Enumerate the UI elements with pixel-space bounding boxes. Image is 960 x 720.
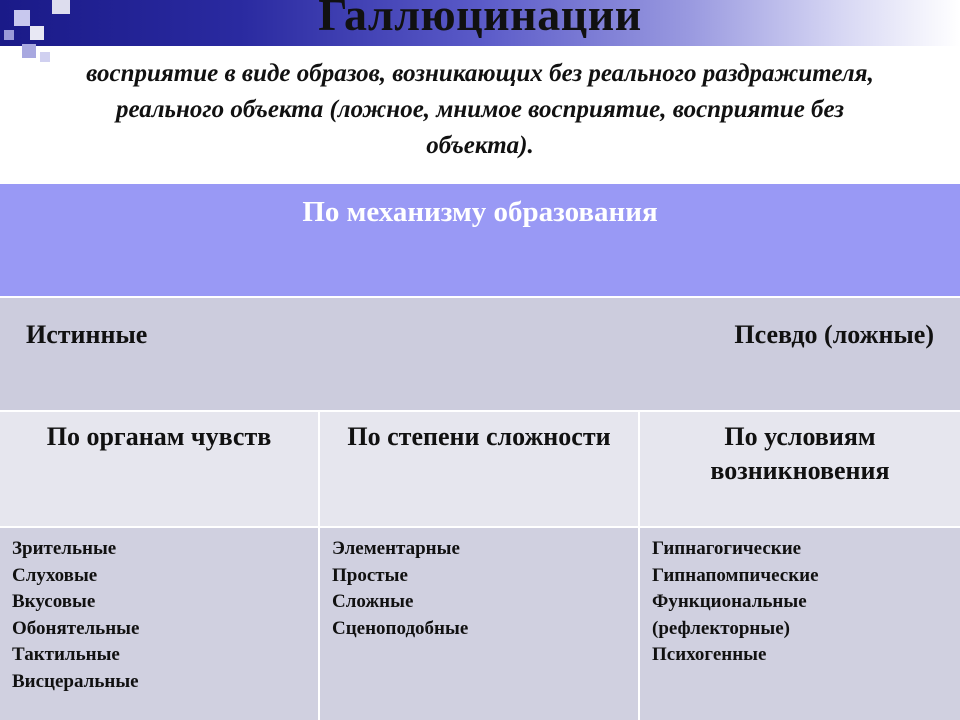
table-header-row <box>0 184 960 298</box>
classification-table <box>0 184 960 720</box>
list-item: Сложные <box>332 591 414 612</box>
list-item: Сценоподобные <box>332 617 469 639</box>
column-list-complexity <box>320 526 640 720</box>
list-item: Тактильные <box>12 644 120 665</box>
column-heading-complexity: По степени сложности <box>320 412 640 526</box>
column-list-senses <box>0 526 320 720</box>
list-item: Вкусовые <box>12 591 96 612</box>
list-item: Зрительные <box>12 538 117 559</box>
column-heading-senses: По органам чувств <box>0 412 320 526</box>
type-true: Истинные <box>26 320 148 349</box>
list-item: Висцеральные <box>12 670 139 692</box>
table-header: По механизму образования <box>302 196 658 228</box>
list-item: Гипнагогические <box>652 538 802 559</box>
column-heading-conditions: По условиям возникновения <box>640 412 960 526</box>
page-title: Галлюцинации <box>318 0 642 40</box>
list-item: Функциональные <box>652 591 807 612</box>
list-item: Слуховые <box>12 564 98 586</box>
decorative-square <box>40 52 50 62</box>
list-item: Простые <box>332 564 408 586</box>
decorative-square <box>22 44 36 58</box>
list-item: Психогенные <box>652 644 767 665</box>
list-item: (рефлекторные) <box>652 617 790 639</box>
list-item: Гипнапомпические <box>652 564 819 586</box>
type-pseudo: Псевдо (ложные) <box>734 320 934 349</box>
list-item: Обонятельные <box>12 617 140 639</box>
types-row <box>0 298 960 412</box>
list-item: Элементарные <box>332 538 460 559</box>
definition-text: восприятие в виде образов, возникающих без реального раздражителя, реального объекта (ложное, мнимое восприятие, восприятие без объекта). <box>86 60 874 159</box>
column-list-conditions <box>640 526 960 720</box>
